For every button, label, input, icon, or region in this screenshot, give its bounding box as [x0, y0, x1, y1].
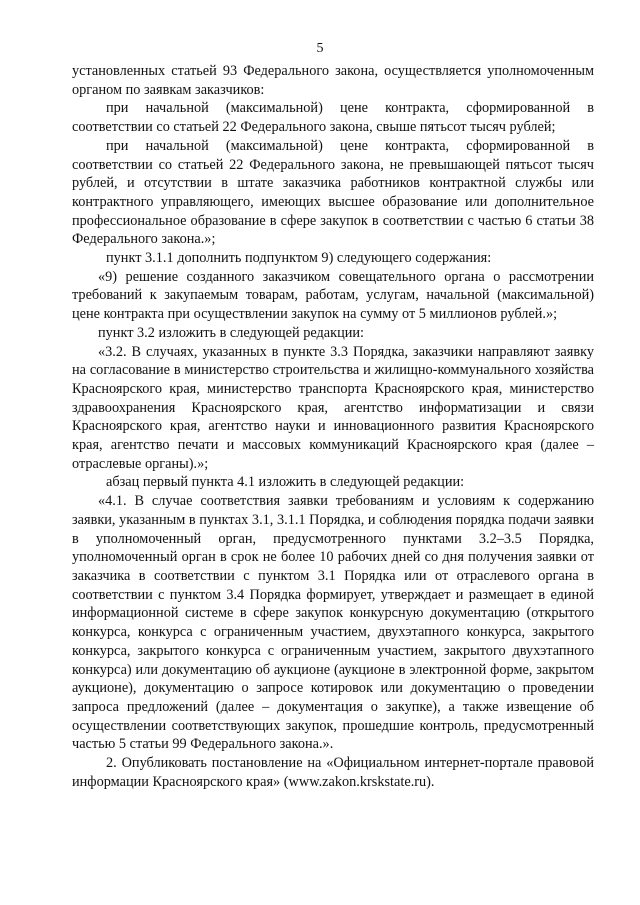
paragraph-amend-3-2: пункт 3.2 изложить в следующей редакции:: [98, 324, 365, 341]
page-number: 5: [316, 41, 324, 56]
paragraph-amend-3-1-1: пункт 3.1.1 дополнить подпунктом 9) следующего содержания:: [106, 250, 492, 267]
paragraph-publish: 2. Опубликовать постановление на «Официальном интернет-портале правовой информации Красноярского края» (www.zakon.krskstate.ru).: [72, 755, 594, 790]
paragraph-under-500k: при начальной (максимальной) цене контракта, сформированной в соответствии со статьей 22 Федерального закона, не превышающей пятьсот тысяч рублей, и отсутствии в штате заказчика работников контрактной службы или контрактного управляющего, имеющих высшее образование или дополнительное профессиональное образование в сфере закупок в соответствии с частью 6 статьи 38 Федерального закона.»;: [72, 137, 594, 248]
paragraph-continuation: установленных статьей 93 Федерального закона, осуществляется уполномоченным органом по заявкам заказчиков:: [72, 63, 594, 98]
paragraph-item-4-1: «4.1. В случае соответствия заявки требованиям и условиям к содержанию заявки, указанным в пунктах 3.1, 3.1.1 Порядка, и соблюдения порядка подачи заявки в уполномоченный орган, предусмотренного пунктами 3.2–3.5 Порядка, уполномоченный орган в срок не более 10 рабочих дней со дня получения заявки от заказчика в соответствии с пунктом 3.1 Порядка или от отраслевого органа в соответствии с пунктом 3.4 Порядка формирует, утверждает и размещает в единой информационной системе в сфере закупок конкурсную документацию (открытого конкурса, конкурса с ограниченным участием, двухэтапного конкурса, закрытого конкурса, закрытого конкурса с ограниченным участием, закрытого двухэтапного конкурса) или документацию об аукционе (аукционе в электронной форме, закрытом аукционе), документацию о запросе котировок или документацию о проведении запроса предложений (далее – документация о закупке), а также извещение об осуществлении соответствующих закупок, прошедшие контроль, предусмотренный частью 5 статьи 99 Федерального закона.».: [72, 493, 594, 753]
paragraph-over-500k: при начальной (максимальной) цене контракта, сформированной в соответствии со статьей 22 Федерального закона, свыше пятьсот тысяч рублей;: [72, 100, 594, 136]
paragraph-subitem-9: «9) решение созданного заказчиком совещательного органа о рассмотрении требований к закупаемым товарам, работам, услугам, начальной (максимальной) цене контракта при осуществлении закупок на сумму от 5 миллионов рублей.»;: [72, 268, 594, 323]
document-body: [72, 62, 594, 791]
paragraph-item-3-2: «3.2. В случаях, указанных в пункте 3.3 Порядка, заказчики направляют заявку на согласование в министерство строительства и жилищно-коммунального хозяйства Красноярского края, министерство транспорта Красноярского края, министерство здравоохранения Красноярского края, агентство информатизации и связи Красноярского края, агентство науки и инновационного развития Красноярского края, агентство печати и массовых коммуникаций Красноярского края (далее – отраслевые органы).»;: [72, 343, 594, 472]
paragraph-amend-4-1: абзац первый пункта 4.1 изложить в следующей редакции:: [106, 474, 465, 491]
